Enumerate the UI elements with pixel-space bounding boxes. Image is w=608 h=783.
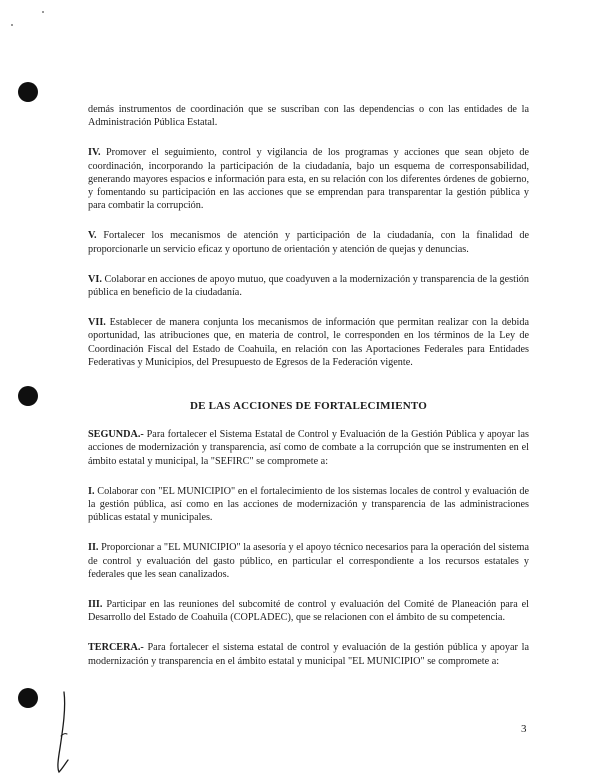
- section-heading: DE LAS ACCIONES DE FORTALECIMIENTO: [189, 400, 428, 413]
- clause-text: Participar en las reuniones del subcomité de control y evaluación del Comité de Planeación para el Desarrollo del Estado de Coahuila (COPLADEC), que se relacionen con el ámbito de su competencia.: [88, 599, 529, 624]
- clause-text: Para fortalecer el sistema estatal de control y evaluación de la gestión pública y apoyar la modernización y transparencia en el ámbito estatal y municipal "EL MUNICIPIO" se compromete a:: [88, 642, 529, 667]
- clause-text: Para fortalecer el Sistema Estatal de Control y Evaluación de la Gestión Pública y apoyar las acciones de modernización y transparencia, así como de combate a la corrupción que se instrumenten en el ámbito estatal y municipal, la "SEFIRC" se compromete a:: [88, 429, 529, 467]
- clause-iii: [88, 598, 529, 624]
- clause-number: SEGUNDA.-: [88, 429, 144, 441]
- paragraph-text: demás instrumentos de coordinación que se suscriban con las dependencias o con las entidades de la Administración Pública Estatal.: [88, 104, 529, 129]
- punch-hole: [18, 688, 38, 708]
- paragraph-continuation: [88, 103, 529, 129]
- clause-i: [88, 485, 529, 525]
- signature-mark: [50, 690, 90, 775]
- clause-text: Colaborar en acciones de apoyo mutuo, que coadyuven a la modernización y transparencia de la gestión pública en beneficio de la ciudadanía.: [88, 273, 529, 299]
- clause-text: Proporcionar a "EL MUNICIPIO" la asesoría y el apoyo técnico necesarios para la operación del sistema de control y evaluación del gasto público, en particular el correspondiente a los recursos estatales y federales que les sean canalizados.: [88, 542, 529, 580]
- clause-number: IV.: [88, 147, 101, 159]
- clause-tercera: [88, 641, 529, 667]
- clause-v: [88, 229, 529, 255]
- clause-iv: [88, 146, 529, 212]
- clause-number: VI.: [88, 273, 102, 285]
- clause-text: Fortalecer los mecanismos de atención y participación de la ciudadanía, con la finalidad de proporcionarle un servicio eficaz y oportuno de orientación y atención de quejas y denuncias.: [88, 230, 529, 255]
- document-body: [88, 103, 529, 685]
- page-number: 3: [521, 723, 527, 735]
- clause-number: III.: [88, 599, 103, 611]
- clause-ii: [88, 541, 529, 581]
- punch-hole: [18, 82, 38, 102]
- clause-number: I.: [88, 485, 95, 497]
- clause-number: II.: [88, 542, 99, 554]
- clause-number: VII.: [88, 317, 106, 329]
- clause-text: Colaborar con "EL MUNICIPIO" en el fortalecimiento de los sistemas locales de control y evaluación de la gestión pública, así como en las acciones de modernización y transparencia de las administraciones públicas estatal y municipales.: [88, 485, 529, 524]
- clause-vi: [88, 273, 529, 299]
- clause-vii: [88, 316, 529, 369]
- scan-speck: [11, 24, 13, 26]
- clause-text: Promover el seguimiento, control y vigilancia de los programas y acciones que sean objeto de coordinación, incorporando la participación de la ciudadanía, bajo un esquema de corresponsabilidad, generando mayores espacios e información para esta, en su relación con los diferentes órdenes de gobierno, y fomentando su participación en las acciones que se emprendan para transparentar la gestión pública y para combatir la corrupción.: [88, 147, 529, 212]
- clause-number: TERCERA.-: [88, 642, 144, 654]
- scan-speck: [42, 11, 44, 13]
- clause-number: V.: [88, 230, 97, 242]
- clause-segunda: [88, 428, 529, 468]
- clause-text: Establecer de manera conjunta los mecanismos de información que permitan realizar con la debida oportunidad, las atribuciones que, en materia de control, le corresponden en los términos de la Ley de Coordinación Fiscal del Estado de Coahuila, en relación con las Aportaciones Federales para Entidades Federativas y Municipios, del Presupuesto de Egresos de la Federación vigente.: [88, 317, 529, 368]
- punch-hole: [18, 386, 38, 406]
